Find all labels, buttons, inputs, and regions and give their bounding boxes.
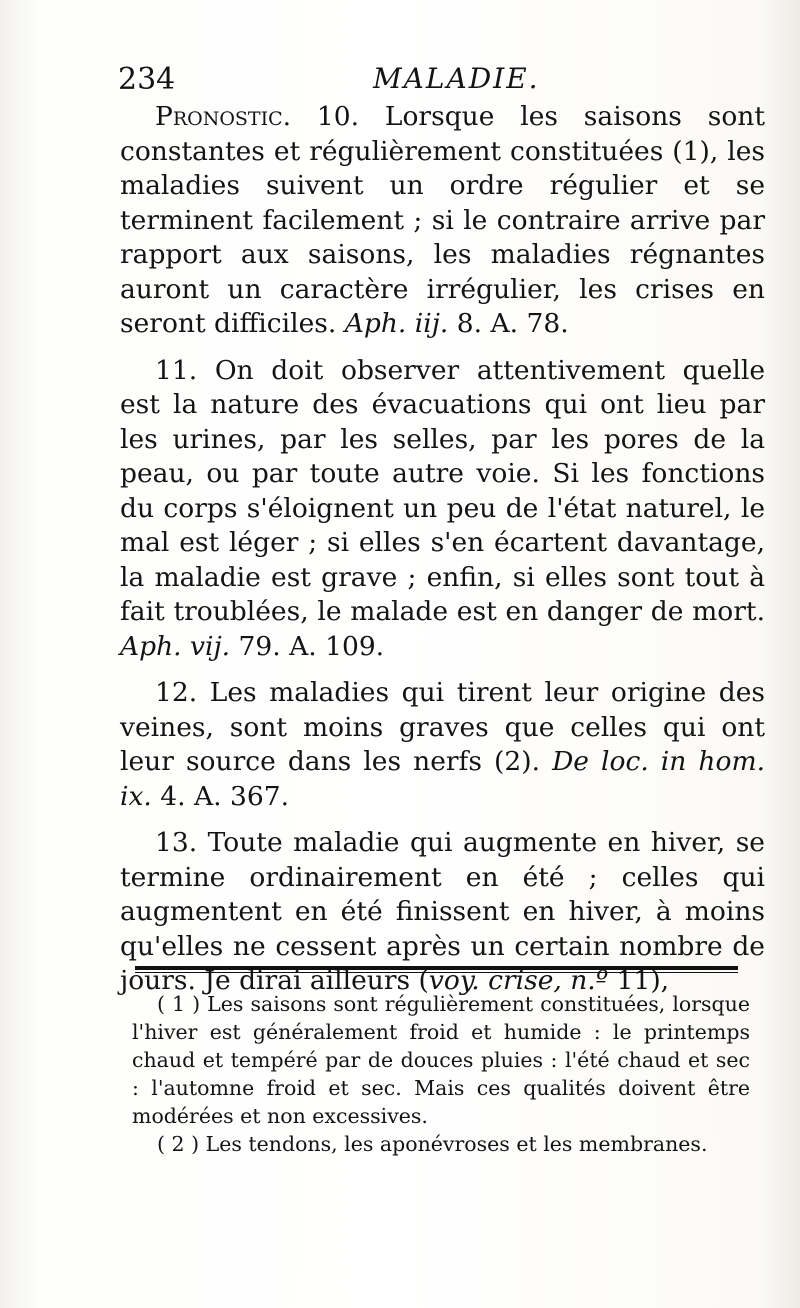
citation-ref: Aph. iij. (344, 308, 449, 339)
page-number: 234 (118, 62, 176, 97)
paragraph-lead: Pronostic. 10. (155, 101, 360, 132)
paragraph-lead: 11. (155, 354, 198, 386)
paragraph-11 (120, 354, 765, 665)
citation-ref: De loc. in hom. ix. (120, 746, 765, 812)
footnotes (132, 990, 750, 1158)
citation-ref: Aph. vij. (120, 630, 231, 662)
citation-ref: voy. crise, n.º (428, 965, 609, 996)
paragraph-text: Toute maladie qui augmente en hiver, se termine ordinairement en été ; celles qui augmentent en été finissent en hiver, à moins qu'elles ne cessent après un certain nombre de jours. Je dirai ailleurs ( (120, 827, 765, 996)
footnote-separator (135, 966, 738, 973)
paragraph-text: On doit observer attentivement quelle est la nature des évacuations qui ont lieu par les urines, par les selles, par les pores de la peau, ou par toute autre voie. Si les fonctions du corps s'éloignent un peu de l'état naturel, le mal est léger ; si elles s'en écartent davantage, la maladie est grave ; enfin, si elles sont tout à fait troublées, le malade est en danger de mort. (120, 354, 765, 627)
paragraph-12 (120, 676, 765, 814)
citation-number: 4. A. 367. (160, 780, 289, 812)
citation-number: 11), (616, 965, 670, 996)
page-header (118, 62, 760, 102)
footnote-2: ( 2 ) Les tendons, les aponévroses et les membranes. (157, 1132, 708, 1156)
footnote-1: ( 1 ) Les saisons sont régulièrement constituées, lorsque l'hiver est généralement froid et humide : le printemps chaud et tempéré par de douces pluies : l'été chaud et sec : l'automne froid et sec. Mais ces qualités doivent être modérées et non excessives. (132, 992, 750, 1128)
citation-number: 79. A. 109. (238, 630, 385, 662)
running-title: MALADIE. (373, 62, 540, 95)
paragraph-10 (120, 100, 765, 342)
paragraph-lead: 12. (155, 677, 198, 708)
main-text (120, 100, 765, 999)
paragraph-text: Les maladies qui tirent leur origine des veines, sont moins graves que celles qui ont leur source dans les nerfs (2). (120, 677, 765, 777)
paragraph-lead: 13. (155, 827, 198, 858)
paragraph-text: Lorsque les saisons sont constantes et régulièrement constituées (1), les maladies suivent un ordre régulier et se terminent facilement ; si le contraire arrive par rapport aux saisons, les maladies régnantes auront un caractère irrégulier, les crises en seront difficiles. (120, 101, 765, 339)
citation-number: 8. A. 78. (456, 308, 569, 339)
